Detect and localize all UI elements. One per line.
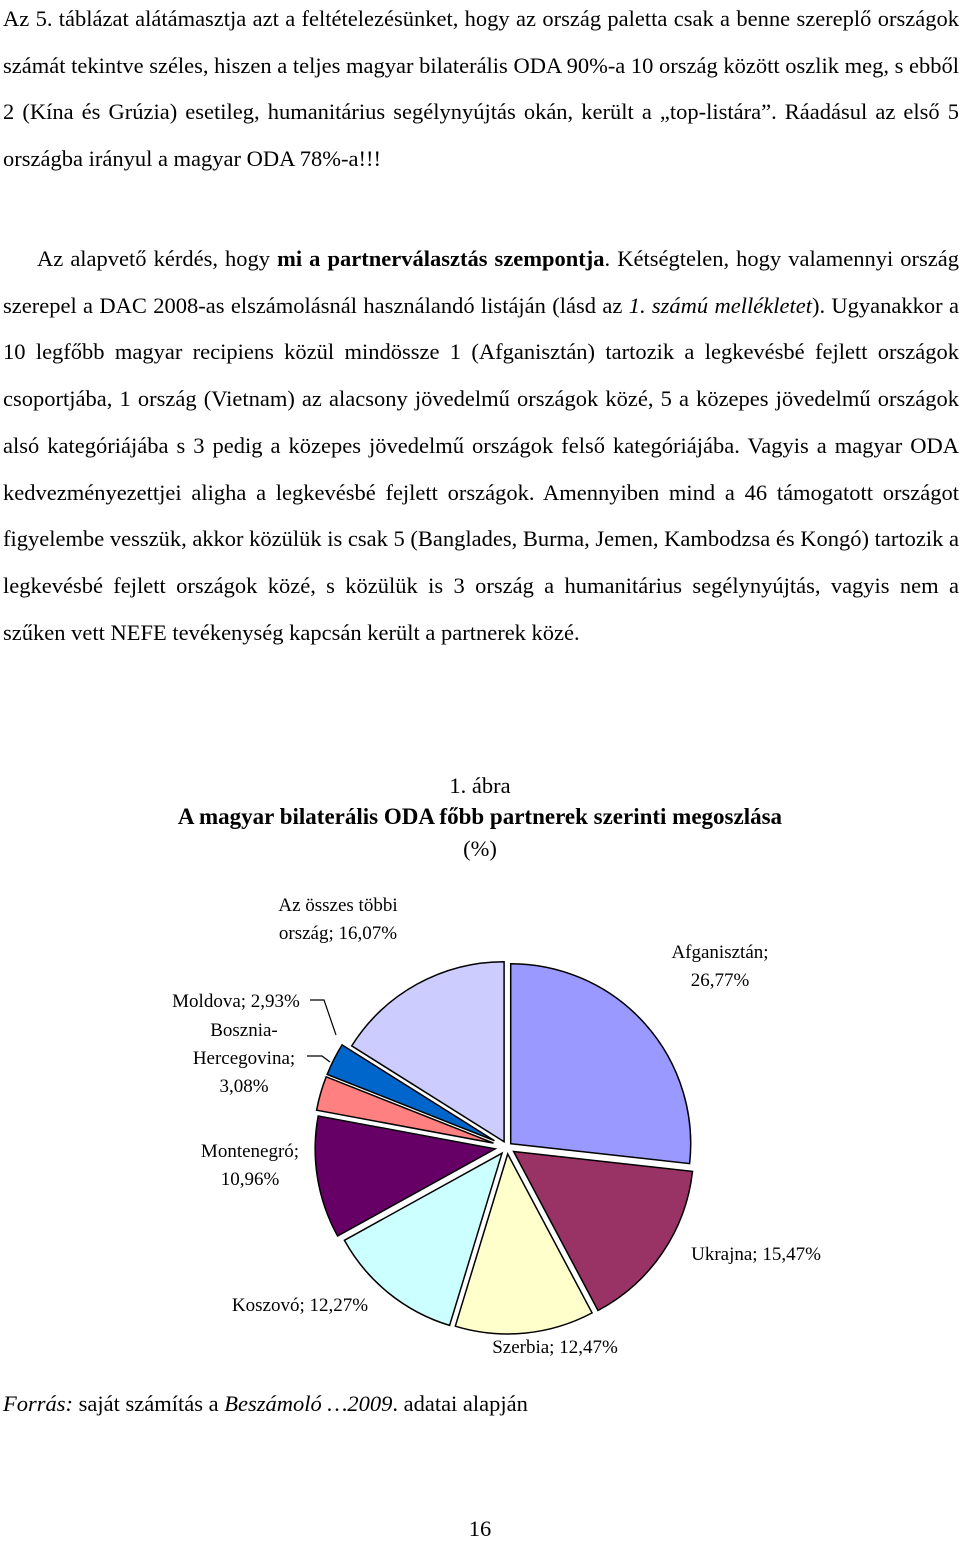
slice-label-6: Bosznia-Hercegovina; 3,08% [192,1020,296,1097]
pie-slices [315,962,692,1334]
figure-unit: (%) [463,836,497,861]
page-number: 16 [468,1516,492,1541]
leader-line-6 [307,1056,330,1062]
paragraph-2-intro: Az alapvető kérdés, hogy [37,246,278,271]
figure-title: A magyar bilaterális ODA főbb partnerek szerinti megoszlása [177,804,783,829]
source-text-1: saját számítás a [73,1391,225,1416]
slice-label-4: Koszovó; 12,27% [231,1295,369,1316]
source-label: Forrás: [3,1391,74,1416]
leader-line-7 [310,1000,336,1035]
slice-label-2: Ukrajna; 15,47% [691,1244,821,1265]
figure-source [3,1388,528,1420]
paragraph-1: Az 5. táblázat alátámasztja azt a feltételezésünket, hogy az ország paletta csak a benne szereplő országok számát tekintve széles, hiszen a teljes magyar bilaterális ODA 90%-a 10 ország között oszlik meg, s ebből 2 (Kína és Grúzia) esetileg, humanitárius segélynyújtás okán, került a „top-listára”. Ráadásul az első 5 országba irányul a magyar ODA 78%-a!!! [3,6,959,172]
paragraph-2-mid: . Kétségtelen, hogy valamennyi ország szerepel a DAC 2008-as elszámolásnál használandó listáján (lásd az [3,246,959,318]
slice-label-5: Montenegró; 10,96% [200,1141,300,1190]
paragraph-2 [3,236,959,656]
slice-label-3: Szerbia; 12,47% [492,1337,618,1358]
source-publication: Beszámoló …2009 [224,1391,393,1416]
slice-label-7: Moldova; 2,93% [172,991,300,1012]
paragraph-2-bold: mi a partnerválasztás szempontja [277,246,605,271]
pie-chart [0,870,960,1380]
slice-label-8: Az összes többi ország; 16,07% [278,895,398,944]
figure-number: 1. ábra [449,773,511,798]
leader-lines [307,1000,336,1062]
paragraph-2-rest: ). Ugyanakkor a 10 legfőbb magyar recipiens közül mindössze 1 (Afganisztán) tartozik a legkevésbé fejlett országok csoportjába, 1 ország (Vietnam) az alacsony jövedelmű országok közé, 5 a közepes jövedelmű országok alsó kategóriájába s 3 pedig a közepes jövedelmű országok felső kategóriájába. Vagyis a magyar ODA kedvezményezettjei aligha a legkevésbé fejlett országok. Amennyiben mind a 46 támogatott országot figyelembe vesszük, akkor közülük is csak 5 (Banglades, Burma, Jemen, Kambodzsa és Kongó) tartozik a legkevésbé fejlett országok közé, s közülük is 3 ország a humanitárius segélynyújtás, vagyis nem a szűken vett NEFE tevékenység kapcsán került a partnerek közé. [3,292,959,645]
paragraph-2-reference: 1. számú mellékletet [628,292,812,318]
slice-label-1: Afganisztán; 26,77% [671,942,769,991]
source-text-2: . adatai alapján [392,1391,528,1416]
pie-slice-1 [511,964,691,1164]
